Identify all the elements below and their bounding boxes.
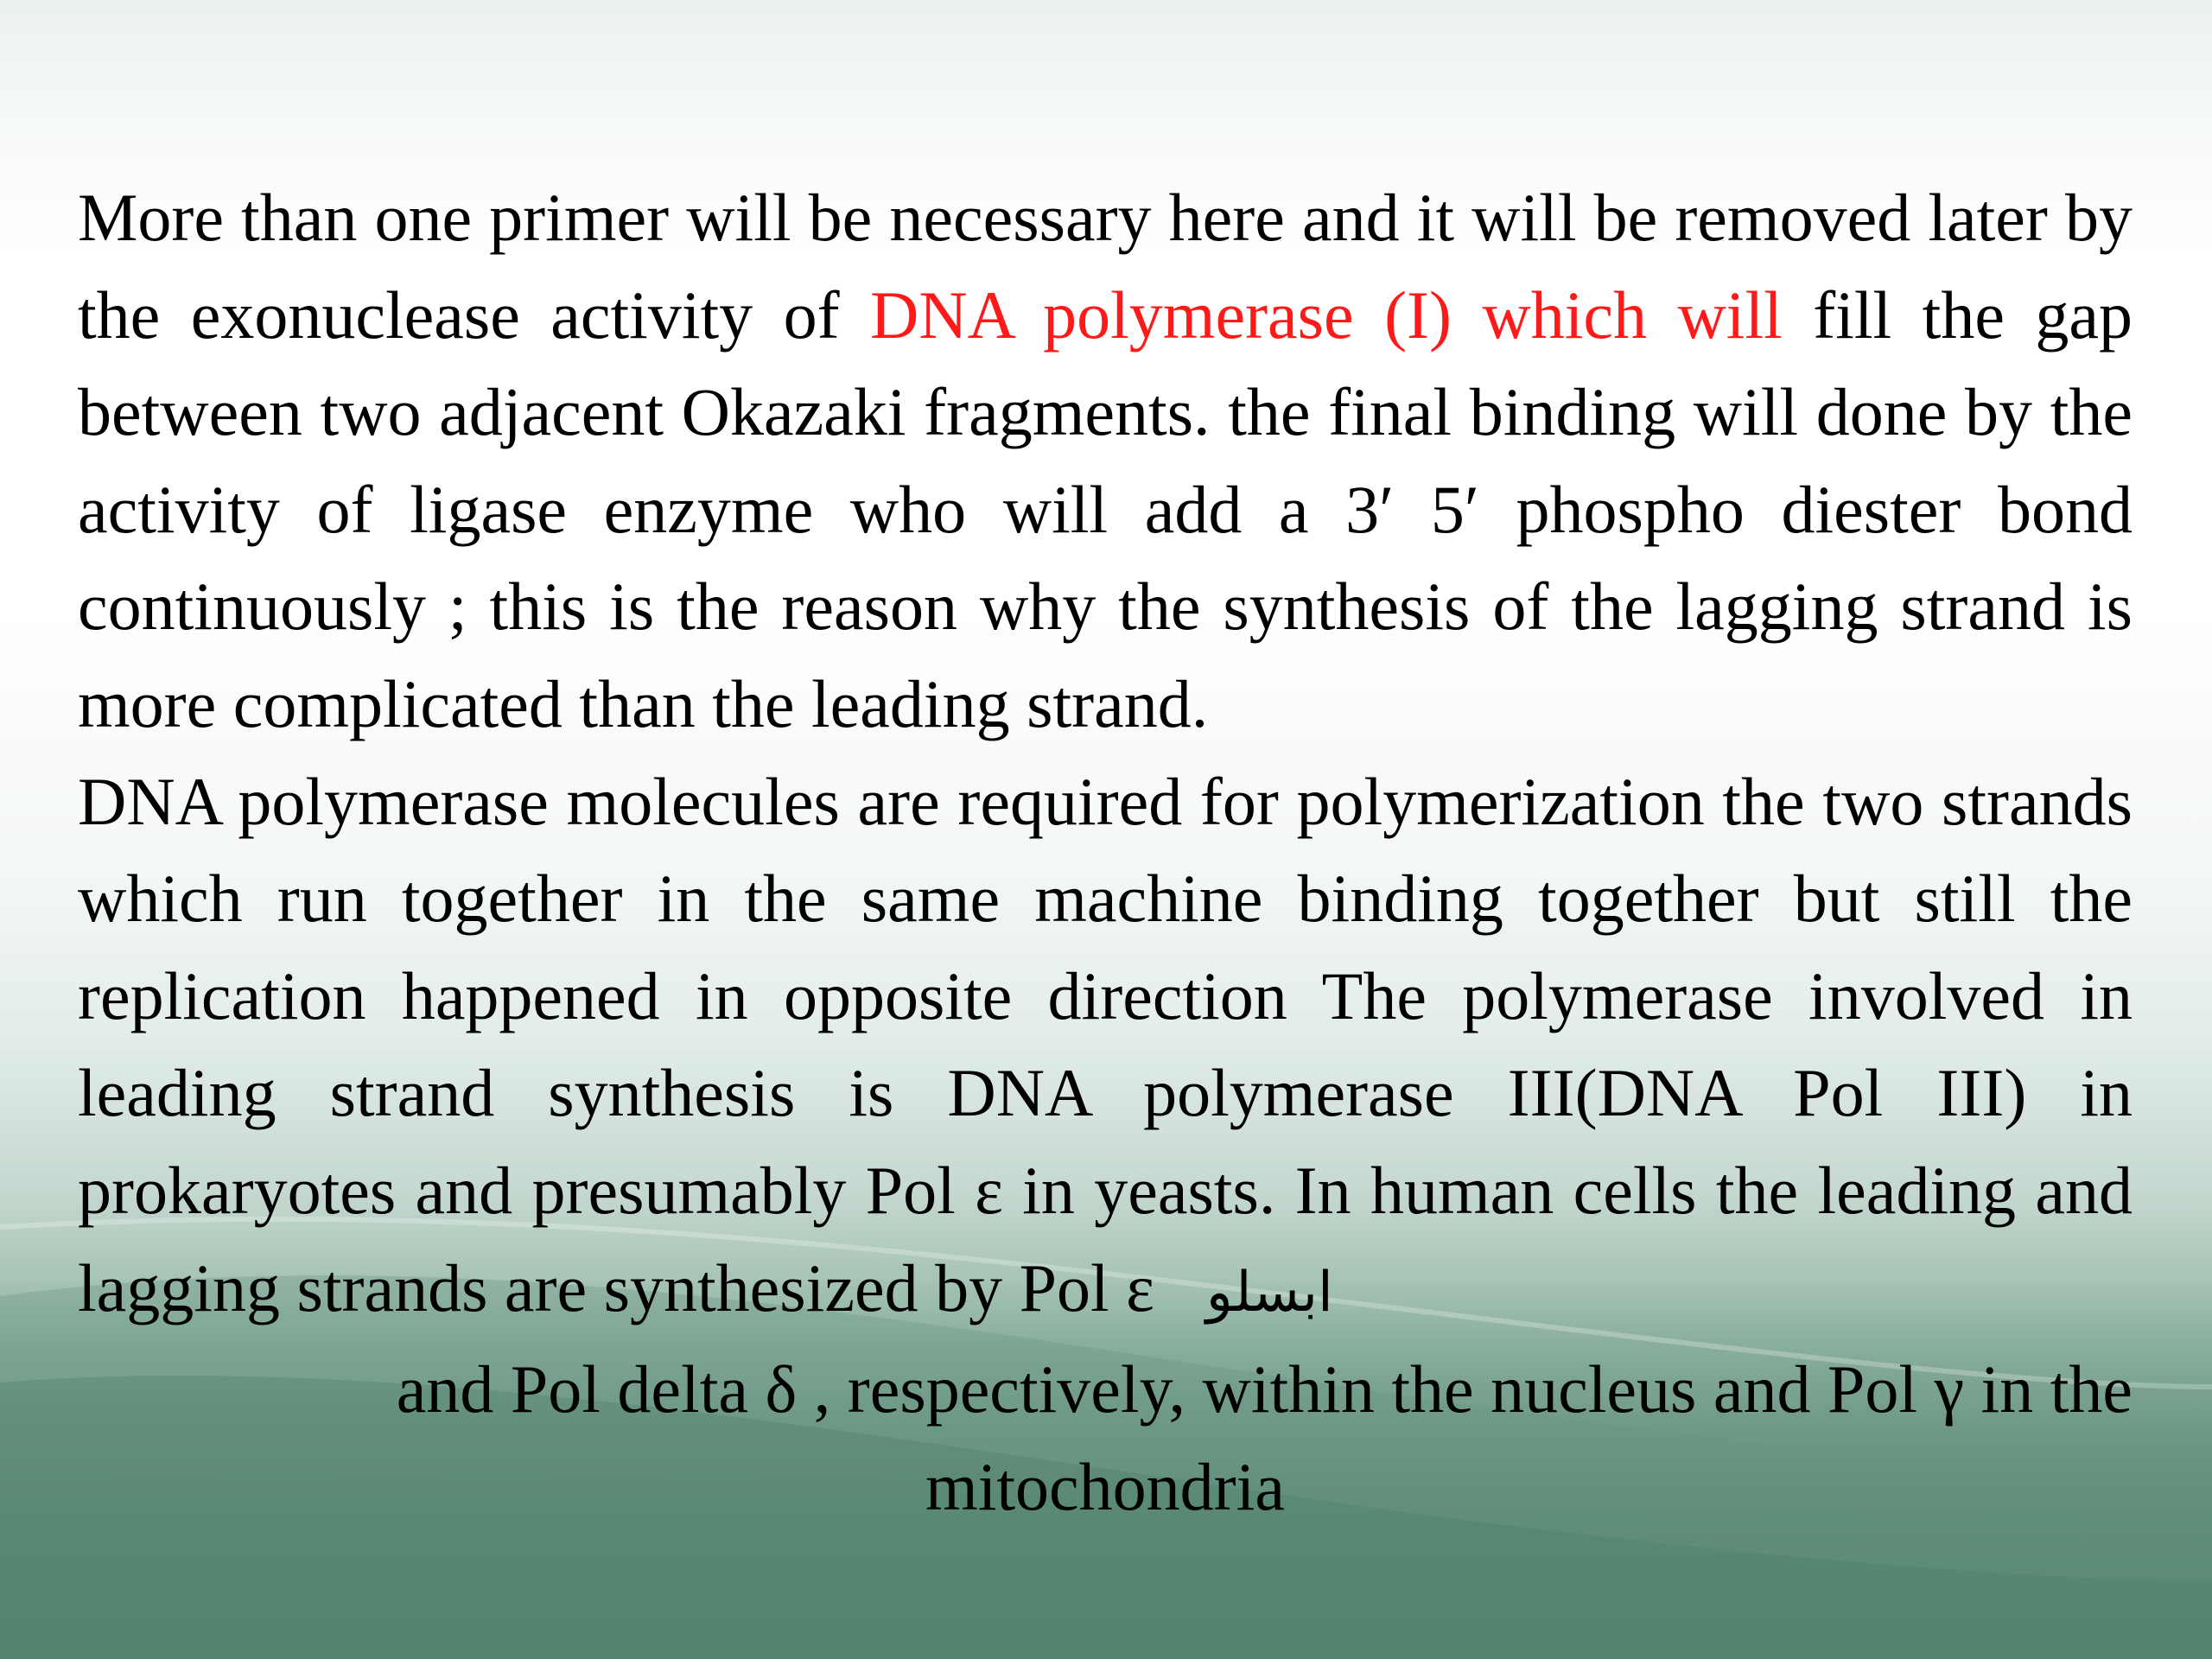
highlight-dna-polymerase-i: DNA polymerase (I) which will [870,276,1783,353]
paragraph-2-continuation: and Pol delta δ , respectively, within the nucleus and Pol γ in the [396,1351,2133,1427]
slide-body [78,169,2133,1535]
paragraph-2-text: DNA polymerase molecules are required for polymerization the two strands which run together in the same machine binding together but still the replication happened in opposite direction The polymerase involved in leading strand synthesis is DNA polymerase III(DNA Pol III) in prokaryotes and presumably Pol ε in yeasts. In human cells the leading and lagging strands are synthesized by Pol ε [78,763,2133,1325]
paragraph-polymerase-molecules [78,753,2133,1342]
arabic-annotation: ابسلو [1205,1260,1333,1325]
paragraph-1-text-start: More than one primer will be necessary here and it will be removed later by the exonuclease activity of [78,180,2133,353]
paragraph-primer-removal [78,169,2133,753]
paragraph-1-text-end: fill the gap between two adjacent Okazaki fragments. the final binding will done by the activity of ligase enzyme who will add a 3′ 5′ phospho diester bond continuously ; this is the reason why the synthesis of the lagging strand is more complicated than the leading strand. [78,276,2133,741]
paragraph-2-final-word: mitochondria [925,1448,1285,1524]
